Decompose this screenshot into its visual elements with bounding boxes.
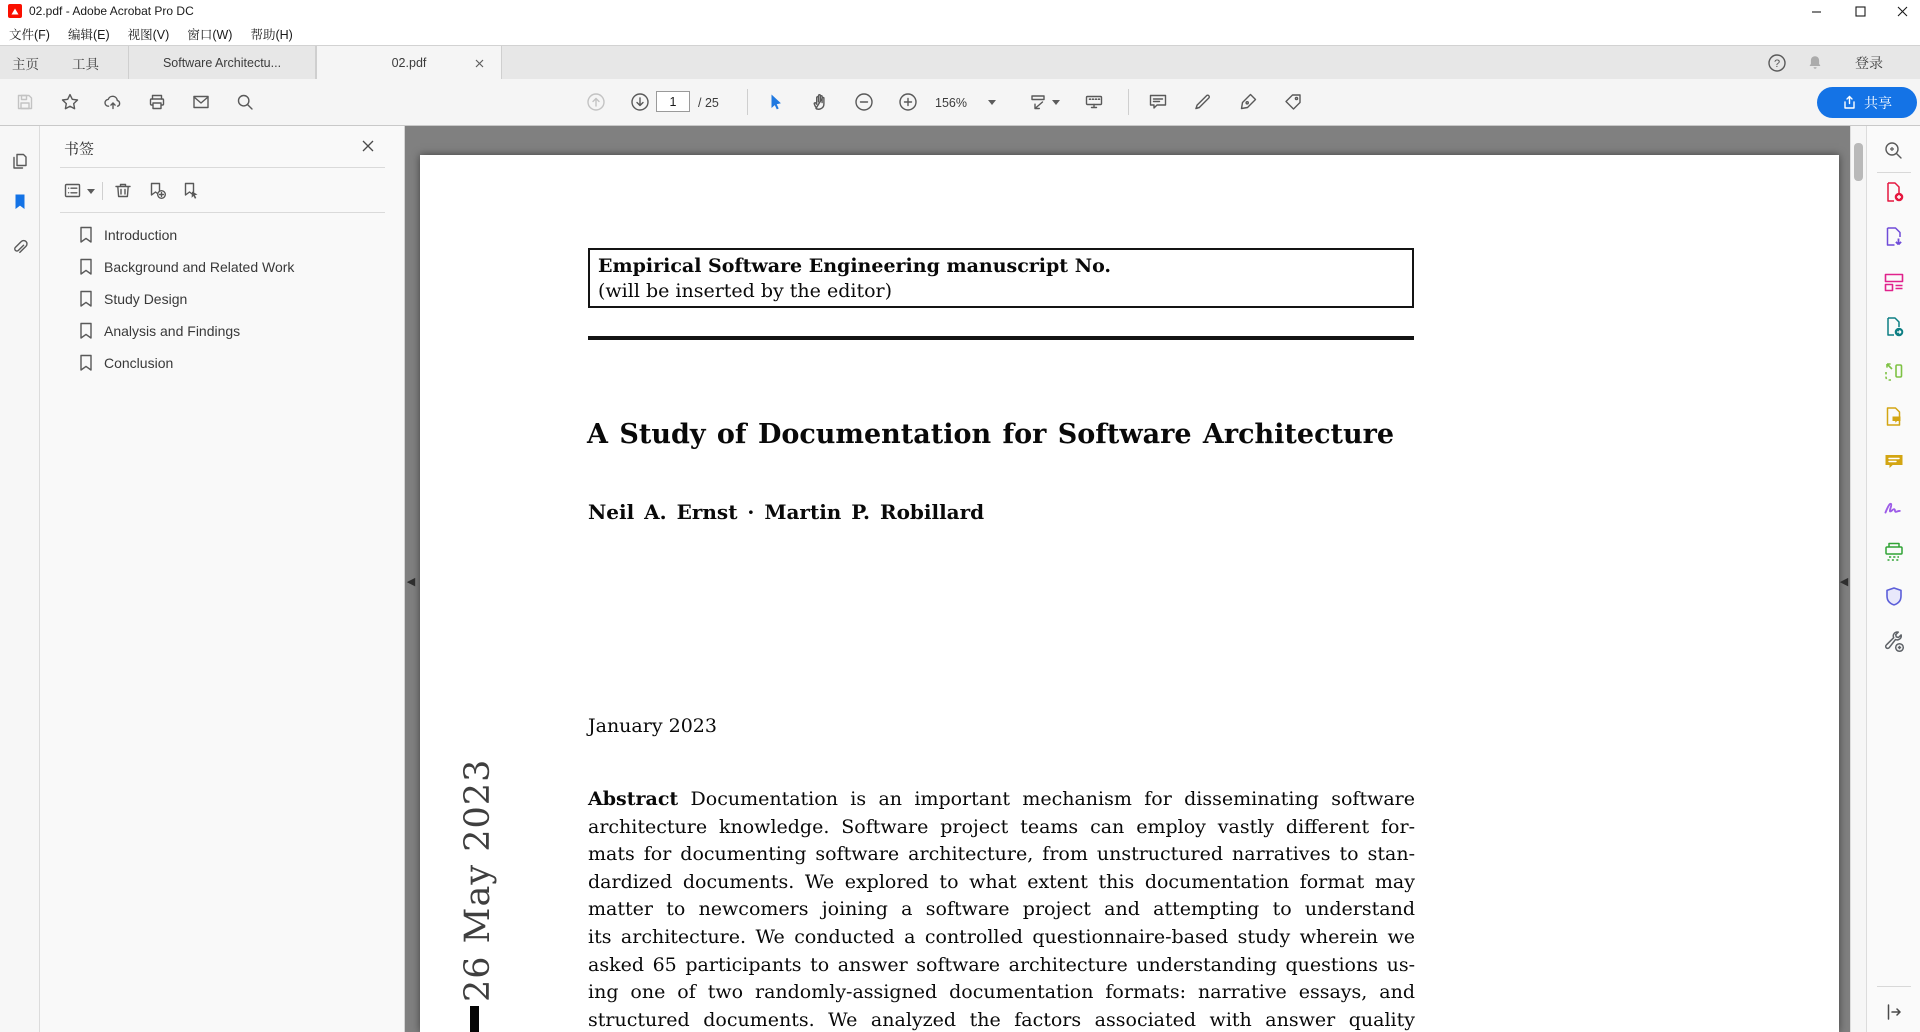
manuscript-line2: (will be inserted by the editor) — [598, 280, 893, 302]
horizontal-rule — [588, 336, 1414, 340]
zoom-out-icon[interactable] — [852, 90, 876, 114]
add-bookmark-icon[interactable] — [146, 180, 168, 202]
close-icon[interactable] — [1884, 0, 1920, 22]
bookmark-options-dropdown-icon[interactable] — [87, 189, 95, 194]
bookmark-options-icon[interactable] — [62, 180, 84, 202]
highlight-icon[interactable] — [1191, 90, 1215, 114]
tab-tools[interactable]: 工具 — [72, 57, 99, 72]
tab-home[interactable]: 主页 — [12, 57, 39, 72]
title-bar — [0, 0, 1920, 22]
attachments-icon[interactable] — [9, 237, 31, 259]
tools-rail — [1866, 126, 1920, 1032]
menu-window[interactable]: 窗口(W) — [187, 27, 233, 42]
toolbar-separator — [1128, 89, 1129, 115]
print-icon[interactable] — [145, 90, 169, 114]
bookmarks-panel — [40, 126, 405, 1032]
next-page-icon[interactable] — [628, 90, 652, 114]
notifications-bell-icon[interactable] — [1803, 51, 1827, 75]
menu-bar — [0, 22, 1920, 45]
bookmarks-panel-title: 书签 — [64, 141, 95, 158]
email-icon[interactable] — [189, 90, 213, 114]
paper-title: A Study of Documentation for Software Architecture — [587, 419, 1395, 450]
paper-authors: Neil A. Ernst · Martin P. Robillard — [588, 500, 985, 524]
export-pdf-icon[interactable] — [1882, 225, 1906, 249]
stamp-icon[interactable] — [1281, 90, 1305, 114]
tab-bar — [0, 45, 1920, 79]
share-label: 共享 — [1864, 94, 1892, 111]
pdf-page — [420, 155, 1839, 1032]
doc-tab-02pdf[interactable]: 02.pdf — [316, 46, 502, 80]
divider — [1877, 172, 1911, 173]
scan-ocr-icon[interactable] — [1882, 540, 1906, 564]
page-display-icon[interactable] — [1026, 90, 1050, 114]
search-icon[interactable] — [233, 90, 257, 114]
edit-pdf-icon[interactable] — [1882, 360, 1906, 384]
save-icon[interactable] — [13, 90, 37, 114]
expand-right-panel-icon[interactable]: ◀ — [1839, 575, 1849, 588]
menu-edit[interactable]: 编辑(E) — [67, 27, 110, 42]
vertical-scrollbar[interactable] — [1850, 126, 1866, 1032]
divider — [102, 182, 103, 200]
scrollbar-thumb[interactable] — [1854, 143, 1863, 181]
abstract-label: Abstract — [588, 788, 679, 810]
fill-sign-tool-icon[interactable] — [1882, 495, 1906, 519]
maximize-icon[interactable] — [1842, 0, 1878, 22]
goto-bookmark-icon[interactable] — [180, 180, 202, 202]
page-total-label: / 25 — [698, 95, 719, 110]
zoom-in-icon[interactable] — [896, 90, 920, 114]
main-toolbar — [0, 79, 1920, 126]
zoom-level-value[interactable]: 156% — [935, 95, 967, 110]
divider — [1877, 986, 1911, 987]
cloud-upload-icon[interactable] — [101, 90, 125, 114]
expand-panel-icon[interactable] — [1882, 1000, 1906, 1024]
page-thumbnails-icon[interactable] — [9, 151, 31, 173]
protect-icon[interactable] — [1882, 585, 1906, 609]
menu-view[interactable]: 视图(V) — [127, 27, 170, 42]
document-area — [405, 126, 1866, 1032]
comment-bubble-icon[interactable] — [1882, 450, 1906, 474]
previous-page-icon[interactable] — [584, 90, 608, 114]
content-area — [0, 126, 1920, 1032]
page-number-input[interactable]: 1 — [656, 91, 690, 112]
bookmark-item[interactable]: Analysis and Findings — [40, 315, 405, 347]
divider — [60, 212, 385, 213]
zoom-dropdown-icon[interactable] — [988, 100, 996, 105]
bookmark-item[interactable]: Study Design — [40, 283, 405, 315]
bookmark-item[interactable]: Background and Related Work — [40, 251, 405, 283]
watermark-bar — [470, 1006, 479, 1032]
star-icon[interactable] — [58, 90, 82, 114]
svg-text:?: ? — [1773, 58, 1781, 70]
page-display-dropdown-icon[interactable] — [1052, 100, 1060, 105]
comment-icon[interactable] — [1146, 90, 1170, 114]
tab-close-icon[interactable] — [471, 55, 487, 71]
create-pdf-icon[interactable] — [1882, 180, 1906, 204]
abstract: Abstract Documentation is an important mechanism for disseminating software architecture knowledge. Software project teams can employ vastly different for- mats for documenting software architecture, from unstructured narratives to stan- dardized documents. We explored to what extent this documentation format may matter to newcomers joining a software project and attempting to understand its architecture. We conducted a controlled questionnaire-based study wherein we asked 65 participants to answer software architecture understanding questions us- ing one of two randomly-assigned documentation formats: narrative essays, and structured documents. We analyzed the factors associated with answer quality — [588, 788, 1415, 1031]
hand-tool-icon[interactable] — [808, 90, 832, 114]
bookmark-item[interactable]: Conclusion — [40, 347, 405, 379]
arxiv-date-watermark: 26 May 2023 — [458, 758, 498, 1002]
collapse-left-panel-icon[interactable]: ◀ — [406, 575, 416, 588]
send-pdf-icon[interactable] — [1882, 315, 1906, 339]
organize-pages-icon[interactable] — [1882, 270, 1906, 294]
select-tool-icon[interactable] — [763, 90, 787, 114]
comment-file-icon[interactable] — [1882, 405, 1906, 429]
share-button[interactable] — [1817, 87, 1917, 118]
help-icon[interactable] — [1765, 51, 1789, 75]
delete-bookmark-icon[interactable] — [112, 180, 134, 202]
bookmarks-panel-icon[interactable] — [9, 191, 31, 213]
manuscript-line1: Empirical Software Engineering manuscript No. — [598, 255, 1112, 277]
fill-sign-icon[interactable] — [1236, 90, 1260, 114]
search-zoom-icon[interactable] — [1882, 139, 1906, 163]
window-title: 02.pdf - Adobe Acrobat Pro DC — [29, 4, 194, 18]
signin-link[interactable]: 登录 — [1855, 55, 1883, 71]
panel-close-icon[interactable] — [358, 136, 378, 156]
menu-file[interactable]: 文件(F) — [9, 27, 50, 42]
paper-date: January 2023 — [588, 715, 717, 737]
doc-tab-software-architecture[interactable]: Software Architectu... — [128, 46, 316, 80]
left-nav-strip — [0, 126, 40, 1032]
menu-help[interactable]: 帮助(H) — [250, 27, 293, 42]
presentation-icon[interactable] — [1082, 90, 1106, 114]
acrobat-logo-icon — [8, 4, 22, 18]
bookmark-item[interactable]: Introduction — [40, 219, 405, 251]
manuscript-box — [588, 248, 1414, 308]
more-tools-icon[interactable] — [1882, 630, 1906, 654]
minimize-icon[interactable] — [1798, 0, 1834, 22]
divider — [60, 167, 385, 168]
toolbar-separator — [747, 89, 748, 115]
